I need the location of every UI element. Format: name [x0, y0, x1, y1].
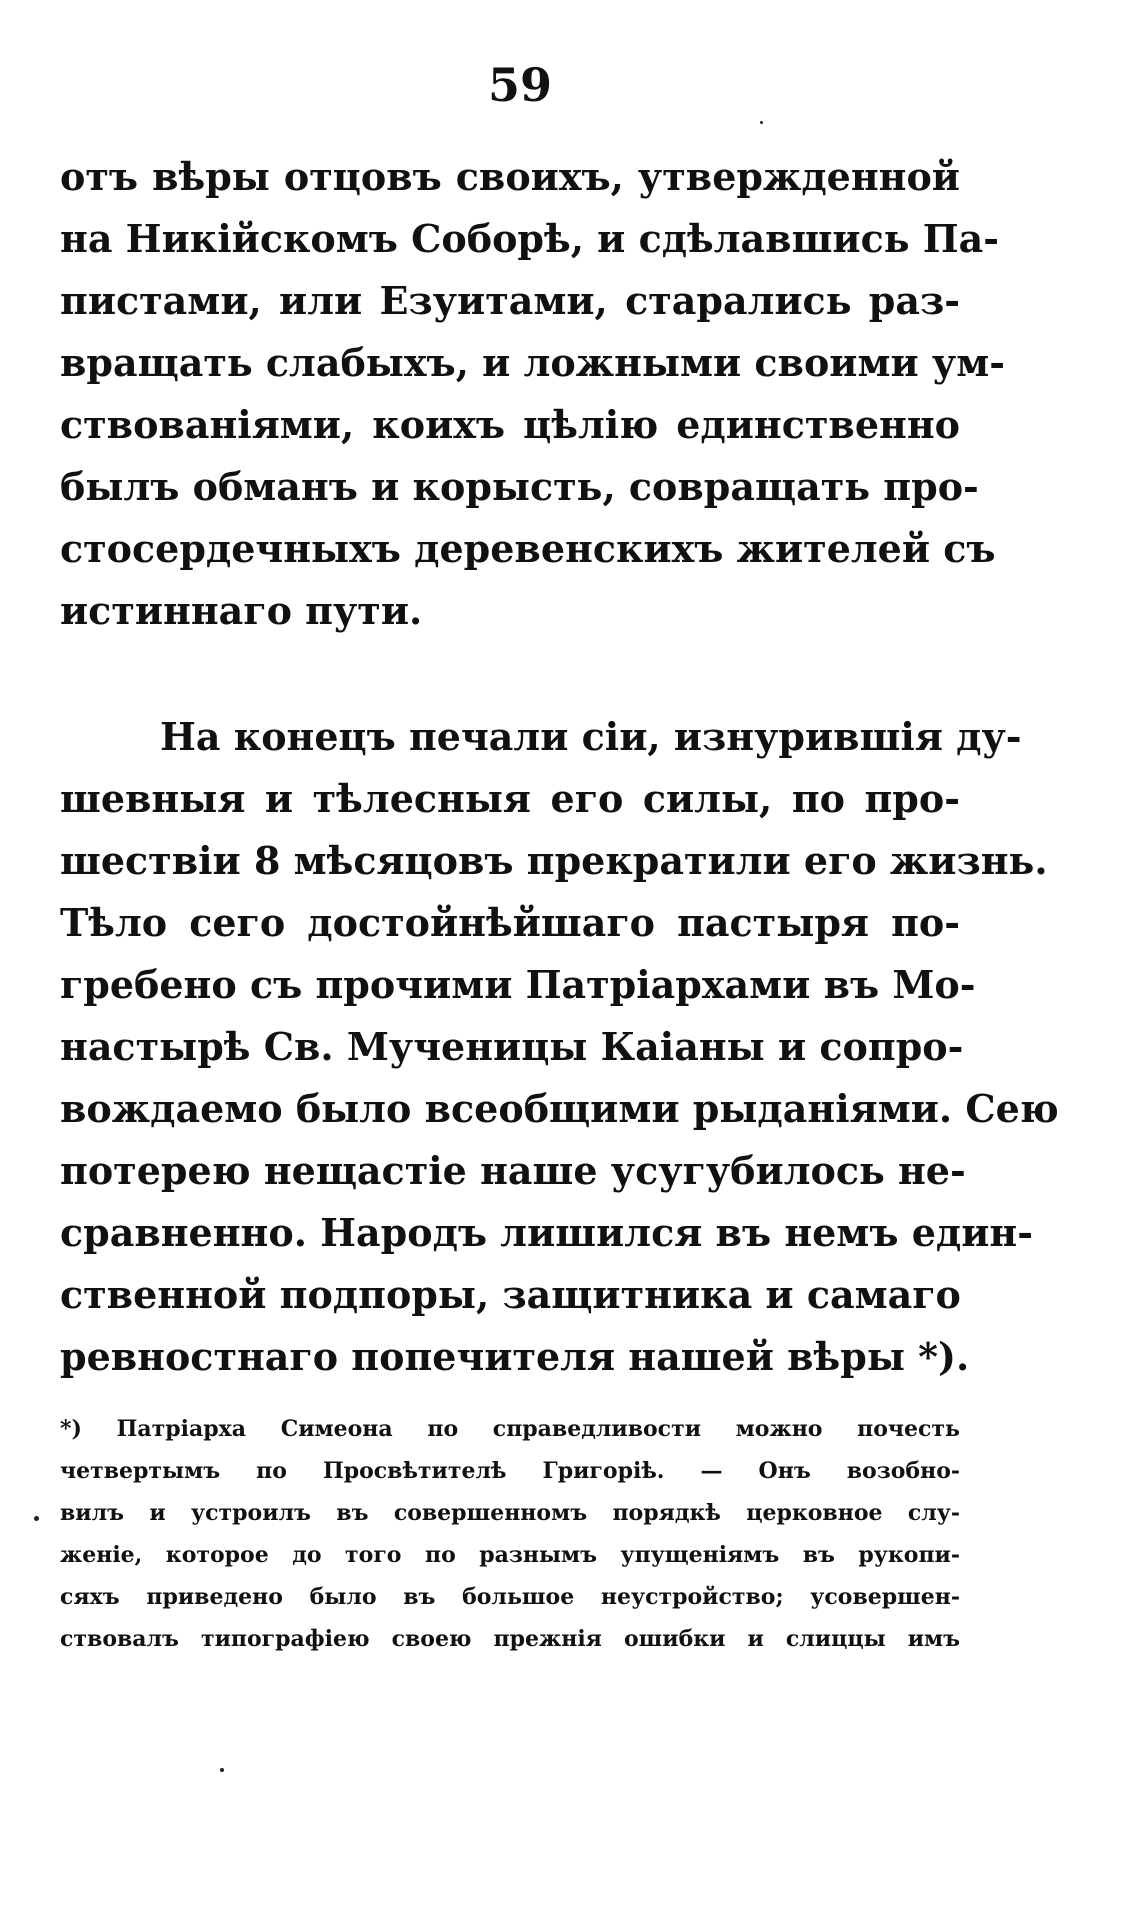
text-line: Тѣло сего достойнѣйшаго пастыря по-: [60, 900, 960, 945]
text-line: ревностнаго попечителя нашей вѣры *).: [60, 1334, 970, 1379]
footnote-line: вилъ и устроилъ въ совершенномъ порядкѣ церковное слу-: [60, 1500, 960, 1526]
text-line: вождаемо было всеобщими рыданіями. Сею: [60, 1086, 1059, 1131]
footnote-line: *) Патріарха Симеона по справедливости можно почесть: [60, 1416, 960, 1442]
ink-speck: [760, 121, 763, 124]
text-line: отъ вѣры отцовъ своихъ, утвержденной: [60, 154, 960, 199]
ink-speck: [220, 1768, 224, 1772]
footnote-line: женіе, которое до того по разнымъ упущеніямъ въ рукопи-: [60, 1542, 960, 1568]
text-line: гребено съ прочими Патріархами въ Мо-: [60, 962, 976, 1007]
text-line: шевныя и тѣлесныя его силы, по про-: [60, 776, 960, 821]
text-line: истиннаго пути.: [60, 588, 423, 633]
text-line: стосердечныхъ деревенскихъ жителей съ: [60, 526, 996, 571]
text-line: сравненно. Народъ лишился въ немъ един-: [60, 1210, 1033, 1255]
text-line: настырѣ Св. Мученицы Каіаны и сопро-: [60, 1024, 964, 1069]
text-line: ствованіями, коихъ цѣлію единственно: [60, 402, 960, 447]
text-line: шествіи 8 мѣсяцовъ прекратили его жизнь.: [60, 838, 1048, 883]
ink-speck: [34, 1516, 39, 1521]
footnote-line: четвертымъ по Просвѣтителѣ Григоріѣ. — Онъ возобно-: [60, 1458, 960, 1484]
text-line: ственной подпоры, защитника и самаго: [60, 1272, 961, 1317]
text-line: былъ обманъ и корысть, совращать про-: [60, 464, 979, 509]
footnote-line: ствовалъ типографіею своею прежнія ошибки и слиццы имъ: [60, 1626, 960, 1652]
text-line: вращать слабыхъ, и ложными своими ум-: [60, 340, 1006, 385]
text-line: На конецъ печали сіи, изнурившія ду-: [160, 714, 1022, 759]
footnote-line: сяхъ приведено было въ большое неустройство; усовершен-: [60, 1584, 960, 1610]
text-line: на Никійскомъ Соборѣ, и сдѣлавшись Па-: [60, 216, 1000, 261]
text-line: потерею нещастіе наше усугубилось не-: [60, 1148, 966, 1193]
text-line: пистами, или Езуитами, старались раз-: [60, 278, 960, 323]
page-number: 59: [487, 58, 552, 112]
